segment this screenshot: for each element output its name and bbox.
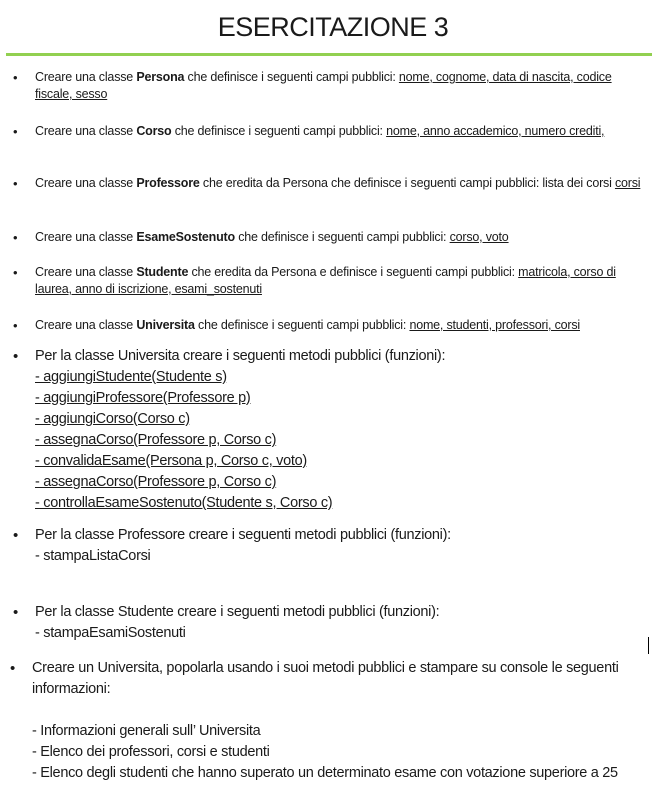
title-divider: [6, 53, 652, 56]
bullet-text: Creare una classe: [35, 318, 137, 332]
class-fields: corsi: [614, 176, 641, 190]
class-name: Professore: [136, 176, 200, 190]
universita-methods: [35, 346, 641, 514]
task-heading: • Creare un Universita, popolarla usando i suoi metodi pubblici e stampare su console le seguenti informazioni:: [32, 660, 619, 697]
method-item: - aggiungiProfessore(Professore p): [35, 390, 251, 406]
class-fields: matricola, corso di laurea, anno di iscrizione, esami_sostenuti: [35, 265, 616, 296]
class-name: Corso: [136, 124, 172, 138]
bullet-professore: [35, 175, 641, 192]
text-cursor: [648, 637, 649, 654]
bullet-text: Creare una classe: [35, 124, 137, 138]
bullet-text: che eredita da Persona che definisce i seguenti campi pubblici: lista dei corsi: [199, 176, 615, 190]
bullet-corso: [35, 123, 641, 140]
bullet-text: che eredita da Persona e definisce i seguenti campi pubblici:: [188, 265, 519, 279]
method-item: - assegnaCorso(Professore p, Corso c): [35, 474, 277, 490]
method-item: - controllaEsameSostenuto(Studente s, Corso c): [35, 495, 333, 511]
method-item: - assegnaCorso(Professore p, Corso c): [35, 432, 277, 448]
methods-heading: • Per la classe Professore creare i seguenti metodi pubblici (funzioni):: [35, 527, 451, 543]
bullet-universita: [35, 317, 641, 334]
bullet-studente: [35, 264, 641, 298]
page-title: ESERCITAZIONE 3: [217, 12, 449, 42]
class-fields: nome, anno accademico, numero crediti,: [386, 124, 605, 138]
methods-heading: • Per la classe Studente creare i seguenti metodi pubblici (funzioni):: [35, 604, 440, 620]
task-item: - Elenco degli studenti che hanno superato un determinato esame con votazione superiore a 25: [32, 765, 618, 781]
bullet-text: Creare una classe: [35, 176, 137, 190]
bullet-text: Creare una classe: [35, 265, 137, 279]
final-task: [32, 658, 642, 784]
bullet-text: che definisce i seguenti campi pubblici:: [184, 70, 399, 84]
studente-methods: [35, 602, 641, 644]
class-name: EsameSostenuto: [136, 230, 235, 244]
method-item: - stampaEsamiSostenuti: [35, 625, 186, 641]
professore-methods: [35, 525, 641, 567]
method-item: - convalidaEsame(Persona p, Corso c, voto): [35, 453, 307, 469]
method-item: - stampaListaCorsi: [35, 548, 151, 564]
class-fields: nome, studenti, professori, corsi: [409, 318, 580, 332]
bullet-esamesostenuto: [35, 229, 641, 246]
bullet-text: che definisce i seguenti campi pubblici:: [234, 230, 450, 244]
bullet-text: che definisce i seguenti campi pubblici:: [194, 318, 410, 332]
class-fields: nome, cognome, data di nascita, codice fiscale, sesso: [35, 70, 612, 101]
task-item: - Elenco dei professori, corsi e studenti: [32, 744, 270, 760]
class-fields: corso, voto: [449, 230, 509, 244]
methods-heading: • Per la classe Universita creare i seguenti metodi pubblici (funzioni):: [35, 348, 446, 364]
bullet-text: che definisce i seguenti campi pubblici:: [171, 124, 387, 138]
bullet-text: Creare una classe: [35, 70, 137, 84]
task-item: - Informazioni generali sull’ Universita: [32, 723, 261, 739]
method-item: - aggiungiCorso(Corso c): [35, 411, 190, 427]
method-item: - aggiungiStudente(Studente s): [35, 369, 227, 385]
bullet-persona: [35, 69, 641, 103]
bullet-text: Creare una classe: [35, 230, 137, 244]
class-name: Persona: [136, 70, 185, 84]
class-name: Studente: [136, 265, 189, 279]
class-name: Universita: [136, 318, 195, 332]
